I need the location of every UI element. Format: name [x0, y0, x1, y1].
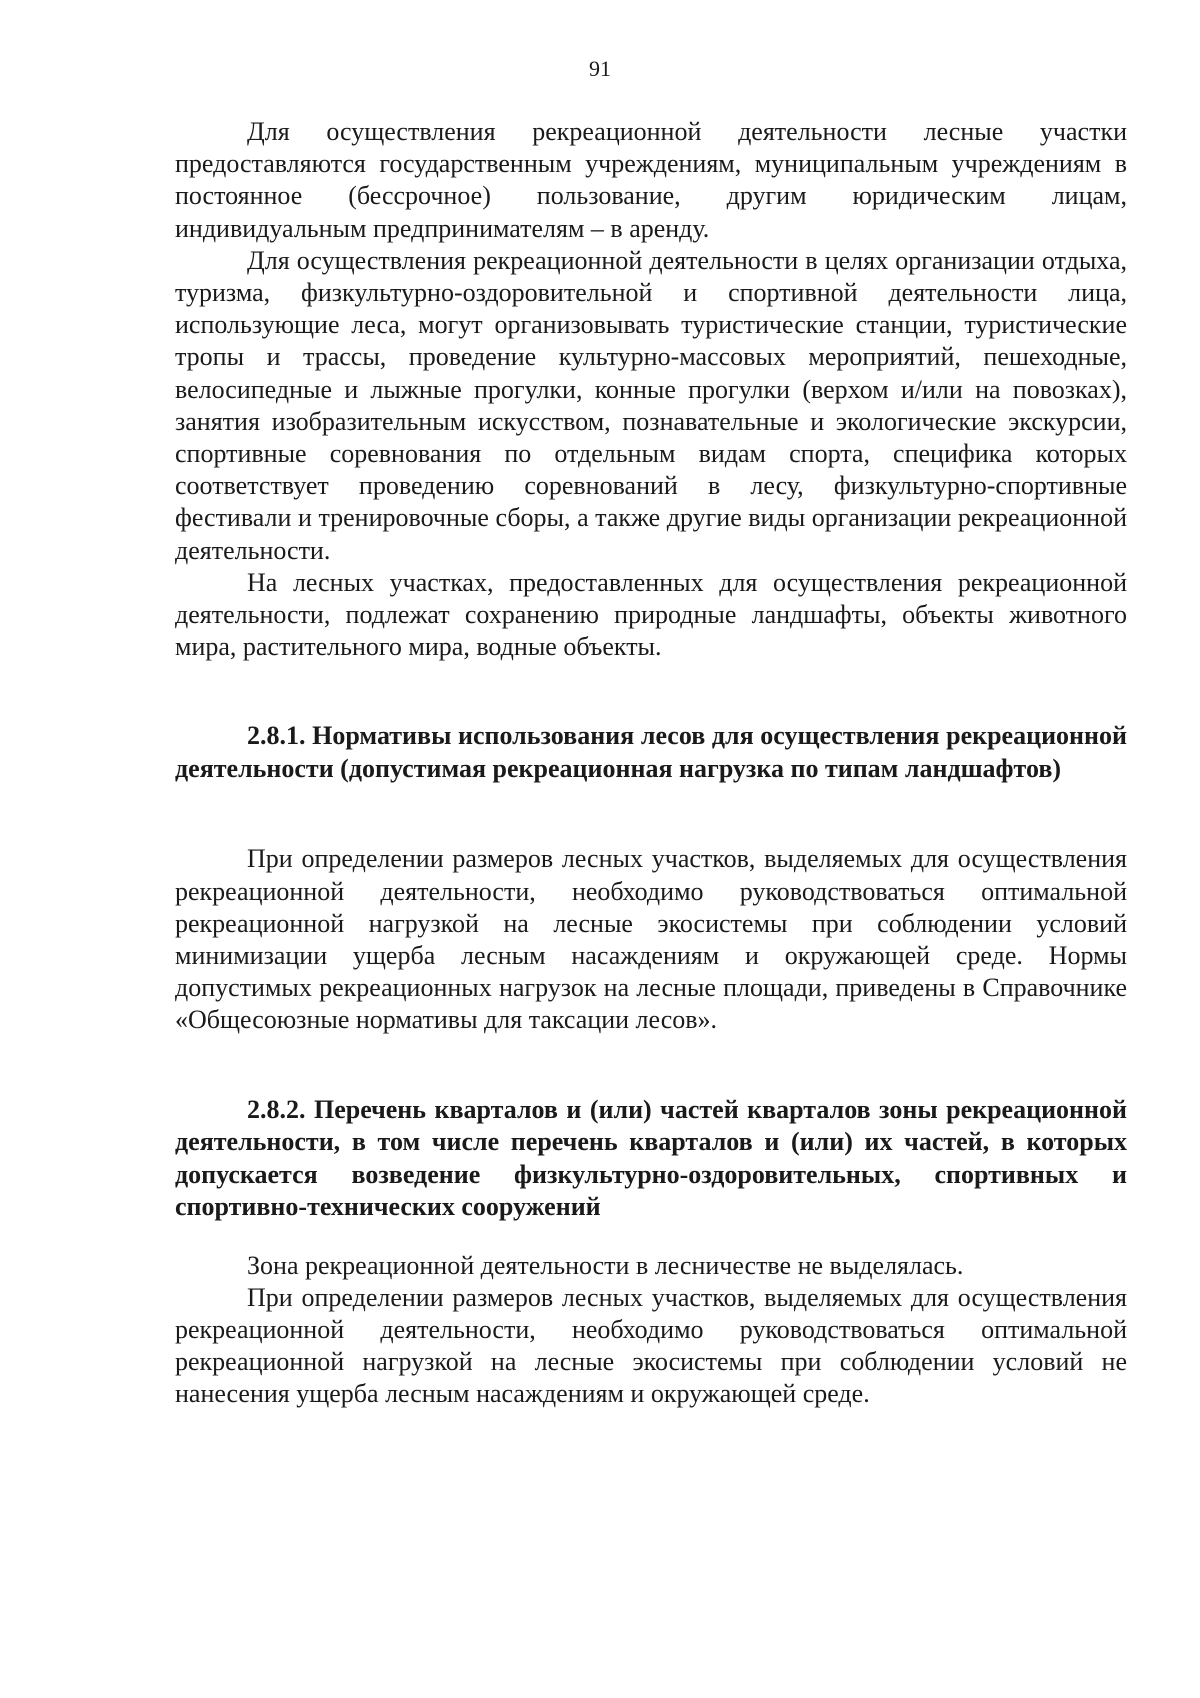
section-2-8-2-paragraph-2: При определении размеров лесных участков, выделяемых для осуществления рекреационной деятельности, необходимо руководствоваться оптимальной рекреационной нагрузкой на лесные экосистемы при соблюдении условий не нанесения ущерба лесным насаждениям и окружающей среде.	[175, 1282, 1127, 1409]
intro-paragraph-3: На лесных участках, предоставленных для осуществления рекреационной деятельности, подлежат сохранению природные ландшафты, объекты животного мира, растительного мира, водные объекты.	[175, 567, 1127, 662]
section-2-8-1-paragraph-1: При определении размеров лесных участков, выделяемых для осуществления рекреационной деятельности, необходимо руководствоваться оптимальной рекреационной нагрузкой на лесные экосистемы при соблюдении условий минимизации ущерба лесным насаждениям и окружающей среде. Нормы допустимых рекреационных нагрузок на лесные площади, приведены в Справочнике «Общесоюзные нормативы для таксации лесов».	[175, 844, 1127, 1035]
spacer	[175, 785, 1127, 843]
page-content	[175, 116, 1127, 1411]
intro-paragraph-1: Для осуществления рекреационной деятельности лесные участки предоставляются государственным учреждениям, муниципальным учреждениям в постоянное (бессрочное) пользование, другим юридическим лицам, индивидуальным предпринимателям – в аренду.	[175, 117, 1127, 243]
spacer	[175, 1037, 1127, 1094]
section-heading-2-8-1: 2.8.1. Нормативы использования лесов для осуществления рекреационной деятельности (допустимая рекреационная нагрузка по типам ландшафтов)	[175, 721, 1127, 783]
section-2-8-2-paragraph-1: Зона рекреационной деятельности в лесничестве не выделялась.	[247, 1250, 964, 1280]
spacer	[175, 1224, 1127, 1250]
page-number: 91	[589, 56, 611, 81]
section-heading-2-8-2: 2.8.2. Перечень кварталов и (или) частей кварталов зоны рекреационной деятельности, в том числе перечень кварталов и (или) их частей, в которых допускается возведение физкультурно-оздоровительных, спортивных и спортивно-технических сооружений	[175, 1094, 1127, 1222]
spacer	[175, 663, 1127, 720]
intro-paragraph-2: Для осуществления рекреационной деятельности в целях организации отдыха, туризма, физкультурно-оздоровительной и спортивной деятельности лица, использующие леса, могут организовывать туристические станции, туристические тропы и трассы, проведение культурно-массовых мероприятий, пешеходные, велосипедные и лыжные прогулки, конные прогулки (верхом и/или на повозках), занятия изобразительным искусством, познавательные и экологические экскурсии, спортивные соревнования по отдельным видам спорта, специфика которых соответствует проведению соревнований в лесу, физкультурно-спортивные фестивали и тренировочные сборы, а также другие виды организации рекреационной деятельности.	[175, 245, 1127, 565]
